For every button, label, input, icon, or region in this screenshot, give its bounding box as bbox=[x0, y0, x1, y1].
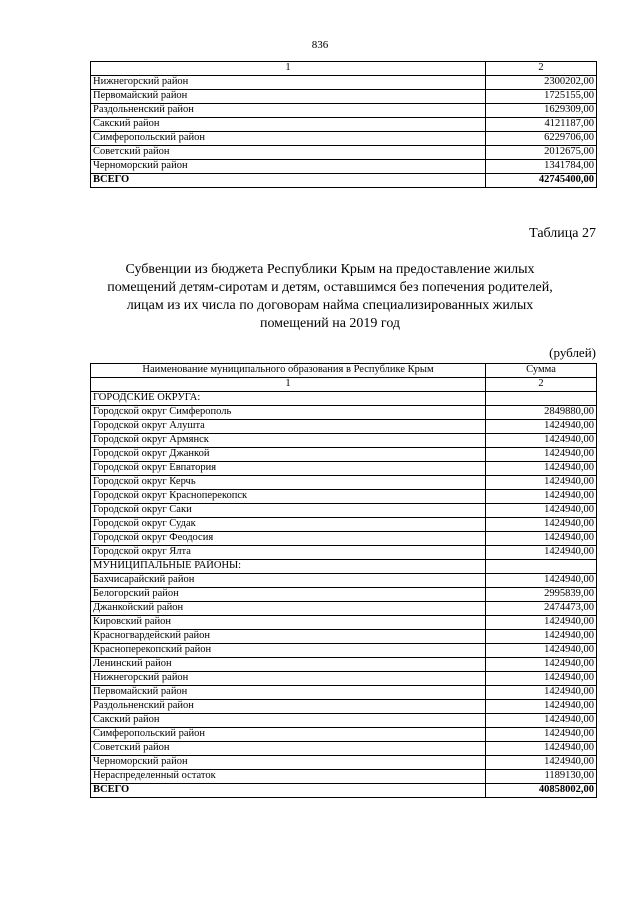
row-name: Городской округ Симферополь bbox=[91, 406, 486, 420]
row-name: Сакский район bbox=[91, 714, 486, 728]
table-continuation bbox=[90, 61, 597, 188]
row-name: Городской округ Евпатория bbox=[91, 462, 486, 476]
row-amount: 6229706,00 bbox=[486, 132, 597, 146]
row-amount: 1424940,00 bbox=[486, 630, 597, 644]
table-row bbox=[91, 448, 597, 462]
row-amount: 1424940,00 bbox=[486, 700, 597, 714]
row-name: Бахчисарайский район bbox=[91, 574, 486, 588]
row-name: Сакский район bbox=[91, 118, 486, 132]
empty-cell bbox=[486, 560, 597, 574]
row-amount: 1424940,00 bbox=[486, 672, 597, 686]
row-amount: 1424940,00 bbox=[486, 490, 597, 504]
row-name: Симферопольский район bbox=[91, 132, 486, 146]
row-amount: 1424940,00 bbox=[486, 658, 597, 672]
table-row bbox=[91, 644, 597, 658]
column-number-1: 1 bbox=[91, 62, 486, 76]
row-name: Ленинский район bbox=[91, 658, 486, 672]
row-name: Нижнегорский район bbox=[91, 672, 486, 686]
table-row bbox=[91, 132, 597, 146]
row-amount: 1424940,00 bbox=[486, 616, 597, 630]
table-row bbox=[91, 574, 597, 588]
table-caption: Таблица 27 bbox=[529, 226, 596, 241]
table-row bbox=[91, 756, 597, 770]
row-name: МУНИЦИПАЛЬНЫЕ РАЙОНЫ: bbox=[91, 560, 486, 574]
section-row-city bbox=[91, 392, 597, 406]
row-amount: 40858002,00 bbox=[486, 784, 597, 798]
row-name: Городской округ Саки bbox=[91, 504, 486, 518]
table-row bbox=[91, 546, 597, 560]
total-row bbox=[91, 784, 597, 798]
total-row bbox=[91, 174, 597, 188]
table-row bbox=[91, 476, 597, 490]
row-name: ВСЕГО bbox=[91, 784, 486, 798]
row-amount: 42745400,00 bbox=[486, 174, 597, 188]
row-amount: 2300202,00 bbox=[486, 76, 597, 90]
row-amount: 2012675,00 bbox=[486, 146, 597, 160]
row-amount: 1424940,00 bbox=[486, 742, 597, 756]
row-name: Советский район bbox=[91, 742, 486, 756]
table-title: Субвенции из бюджета Республики Крым на предоставление жилых помещений детям-сиротам и детям, оставшимся без попечения родителей, лицам из их числа по договорам найма специализированных жилых помещений на 2019 год bbox=[107, 262, 553, 331]
row-amount: 1424940,00 bbox=[486, 434, 597, 448]
row-name: Городской округ Феодосия bbox=[91, 532, 486, 546]
row-name: Джанкойский район bbox=[91, 602, 486, 616]
section-row-district bbox=[91, 560, 597, 574]
table-row bbox=[91, 434, 597, 448]
table-row bbox=[91, 420, 597, 434]
table-row bbox=[91, 700, 597, 714]
column-number-2: 2 bbox=[486, 62, 597, 76]
row-name: Нераспределенный остаток bbox=[91, 770, 486, 784]
row-amount: 1424940,00 bbox=[486, 504, 597, 518]
row-amount: 2474473,00 bbox=[486, 602, 597, 616]
empty-cell bbox=[486, 392, 597, 406]
row-name: Нижнегорский район bbox=[91, 76, 486, 90]
header-amount: Сумма bbox=[486, 364, 597, 378]
row-name: Черноморский район bbox=[91, 160, 486, 174]
table-row bbox=[91, 406, 597, 420]
table-row bbox=[91, 630, 597, 644]
table-row bbox=[91, 90, 597, 104]
subvention-table-body bbox=[91, 364, 597, 798]
table-row bbox=[91, 588, 597, 602]
row-amount: 1424940,00 bbox=[486, 420, 597, 434]
table-continuation-body bbox=[91, 62, 597, 188]
table-row bbox=[91, 672, 597, 686]
column-number-row bbox=[91, 378, 597, 392]
row-name: Красногвардейский район bbox=[91, 630, 486, 644]
row-name: Городской округ Судак bbox=[91, 518, 486, 532]
row-name: Раздольненский район bbox=[91, 700, 486, 714]
table-row bbox=[91, 146, 597, 160]
row-name: Городской округ Красноперекопск bbox=[91, 490, 486, 504]
row-name: Городской округ Армянск bbox=[91, 434, 486, 448]
column-number-1: 1 bbox=[91, 378, 486, 392]
row-name: Красноперекопский район bbox=[91, 644, 486, 658]
row-amount: 2849880,00 bbox=[486, 406, 597, 420]
table-row bbox=[91, 104, 597, 118]
row-amount: 1341784,00 bbox=[486, 160, 597, 174]
table-header-row bbox=[91, 364, 597, 378]
table-row bbox=[91, 462, 597, 476]
table-row bbox=[91, 728, 597, 742]
table-row bbox=[91, 160, 597, 174]
table-row bbox=[91, 686, 597, 700]
row-name: ГОРОДСКИЕ ОКРУГА: bbox=[91, 392, 486, 406]
row-amount: 1424940,00 bbox=[486, 448, 597, 462]
row-name: Кировский район bbox=[91, 616, 486, 630]
subvention-table bbox=[90, 363, 597, 798]
row-amount: 1424940,00 bbox=[486, 714, 597, 728]
table-row bbox=[91, 714, 597, 728]
table-row bbox=[91, 658, 597, 672]
table-row bbox=[91, 76, 597, 90]
row-name: ВСЕГО bbox=[91, 174, 486, 188]
row-name: Городской округ Джанкой bbox=[91, 448, 486, 462]
page-number: 836 bbox=[311, 39, 329, 51]
row-amount: 4121187,00 bbox=[486, 118, 597, 132]
row-name: Симферопольский район bbox=[91, 728, 486, 742]
table-row bbox=[91, 504, 597, 518]
row-amount: 1424940,00 bbox=[486, 756, 597, 770]
row-amount: 1424940,00 bbox=[486, 546, 597, 560]
row-amount: 1424940,00 bbox=[486, 686, 597, 700]
table-row bbox=[91, 532, 597, 546]
row-amount: 1424940,00 bbox=[486, 476, 597, 490]
table-row bbox=[91, 602, 597, 616]
units-label: (рублей) bbox=[549, 345, 596, 360]
table-row bbox=[91, 518, 597, 532]
row-amount: 1424940,00 bbox=[486, 532, 597, 546]
table-row bbox=[91, 742, 597, 756]
table-row bbox=[91, 616, 597, 630]
row-amount: 1424940,00 bbox=[486, 644, 597, 658]
header-name: Наименование муниципального образования в Республике Крым bbox=[91, 364, 486, 378]
row-amount: 1629309,00 bbox=[486, 104, 597, 118]
row-name: Городской округ Керчь bbox=[91, 476, 486, 490]
table-row bbox=[91, 490, 597, 504]
column-number-2: 2 bbox=[486, 378, 597, 392]
row-name: Раздольненский район bbox=[91, 104, 486, 118]
row-name: Черноморский район bbox=[91, 756, 486, 770]
row-amount: 1424940,00 bbox=[486, 728, 597, 742]
row-name: Первомайский район bbox=[91, 686, 486, 700]
row-amount: 1424940,00 bbox=[486, 574, 597, 588]
row-name: Городской округ Ялта bbox=[91, 546, 486, 560]
row-amount: 1424940,00 bbox=[486, 518, 597, 532]
table-row bbox=[91, 770, 597, 784]
row-name: Белогорский район bbox=[91, 588, 486, 602]
table-row bbox=[91, 118, 597, 132]
row-amount: 1424940,00 bbox=[486, 462, 597, 476]
row-name: Городской округ Алушта bbox=[91, 420, 486, 434]
row-name: Советский район bbox=[91, 146, 486, 160]
row-amount: 1725155,00 bbox=[486, 90, 597, 104]
row-name: Первомайский район bbox=[91, 90, 486, 104]
column-number-row bbox=[91, 62, 597, 76]
row-amount: 2995839,00 bbox=[486, 588, 597, 602]
row-amount: 1189130,00 bbox=[486, 770, 597, 784]
